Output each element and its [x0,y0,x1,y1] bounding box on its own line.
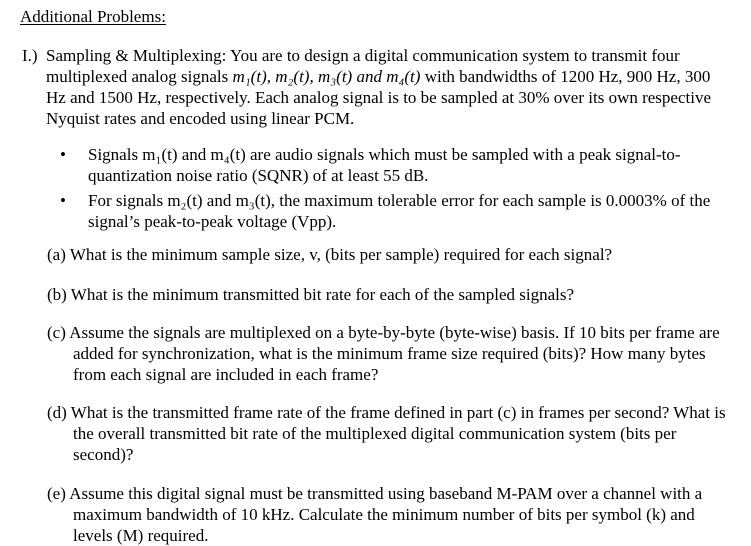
problem-intro [46,45,722,129]
problem-signal-list: m₁(t), m₂(t), m₃(t) and m₄(t) [232,67,421,86]
question-text: What is the minimum sample size, v, (bits per sample) required for each signal? [69,245,613,264]
question-text: What is the transmitted frame rate of the frame defined in part (c) in frames per second? What is the overall transmitted bit rate of the multiplexed digital communication system (bits per second)? [70,403,726,464]
problem-intro-text-rest: with bandwidths of 1200 Hz, 900 Hz, 300 Hz and 1500 Hz, respectively. Each analog signal is to be sampled at 30% over its own respective Nyquist rates and encoded using linear PCM. [46,67,712,128]
question-label: (b) [47,285,67,304]
question-text: What is the minimum transmitted bit rate for each of the sampled signals? [70,285,575,304]
question-label: (c) [47,323,66,342]
question-label: (e) [47,484,66,503]
list-item [60,190,720,232]
bullet-text: Signals m₁(t) and m₄(t) are audio signals which must be sampled with a peak signal-to-quantization noise ratio (SQNR) of at least 55 dB. [88,145,681,185]
question-text: Assume this digital signal must be transmitted using baseband M-PAM over a channel with a maximum bandwidth of 10 kHz. Calculate the minimum number of bits per symbol (k) and levels (M) required. [69,484,703,545]
question-a [47,244,727,265]
requirements-list [60,144,720,236]
bullet-icon: • [60,191,66,210]
section-heading: Additional Problems: [20,7,166,26]
problem-number: I.) [22,46,38,65]
question-e [47,483,727,546]
question-text: Assume the signals are multiplexed on a byte-by-byte (byte-wise) basis. If 10 bits per frame are added for synchronization, what is the minimum frame size required (bits)? How many bytes from each signal are included in each frame? [69,323,720,384]
problem-intro-text: Sampling & Multiplexing: You are to design a digital communication system to transmit four multiplexed analog signals [46,46,680,86]
bullet-text: For signals m₂(t) and m₃(t), the maximum tolerable error for each sample is 0.0003% of the signal’s peak-to-peak voltage (Vpp). [88,191,711,231]
list-item [60,144,720,186]
question-label: (d) [47,403,67,422]
bullet-icon: • [60,145,66,164]
problem-statement [22,45,722,129]
question-c [47,322,727,385]
question-label: (a) [47,245,66,264]
question-b [47,284,727,305]
question-d [47,402,727,465]
